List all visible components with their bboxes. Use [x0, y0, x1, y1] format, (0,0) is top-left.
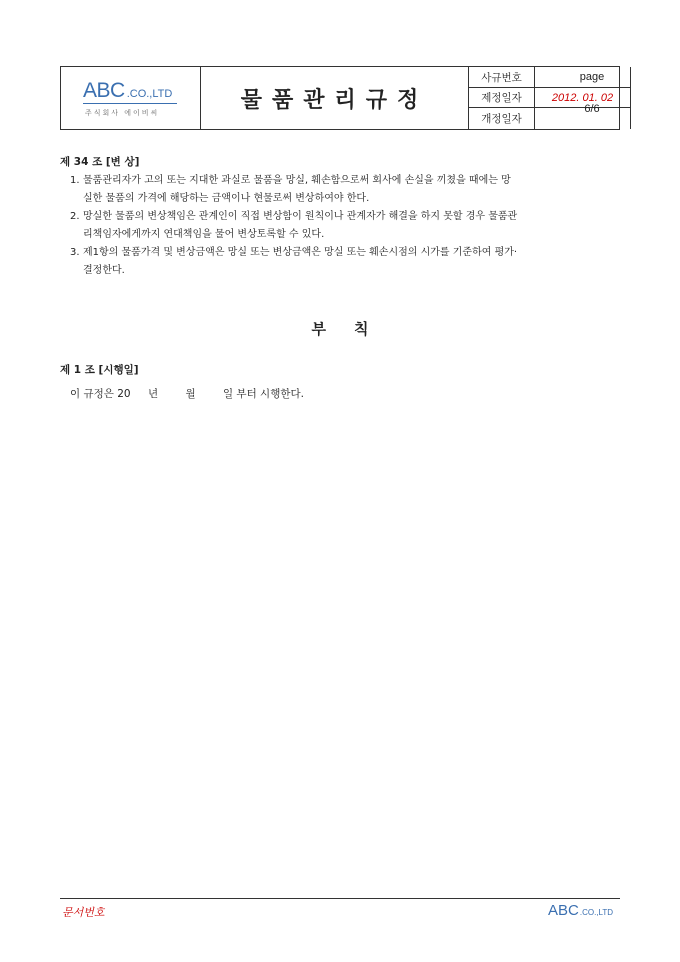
item-text: 물품관리자가 고의 또는 지대한 과실로 물품을 망실, 훼손함으로써 회사에 손실을 끼쳤을 때에는 망 실한 물품의 가격에 해당하는 금액이나 현물로써 변상하여야 한다.	[83, 175, 511, 204]
reg-no-label: 사규번호	[469, 67, 534, 88]
article-34-item-2	[70, 208, 622, 244]
page-column-right	[565, 67, 619, 129]
document-header	[60, 66, 620, 130]
article-34-item-3	[70, 244, 622, 280]
enact-date-label: 제정일자	[469, 88, 534, 108]
page-label: page	[565, 67, 619, 88]
page-number: 6/6	[584, 102, 600, 115]
item-number: 1.	[70, 175, 80, 186]
article-34-title: 제 34 조 [변 상]	[60, 156, 140, 168]
enact-date-value: 2012. 01. 02	[535, 88, 630, 108]
footer-logo: ABC.CO.,LTD	[548, 902, 614, 919]
document-title-cell	[201, 67, 469, 129]
item-text: 망실한 물품의 변상책임은 관계인이 직접 변상함이 원칙이나 관계자가 해결을 하지 못할 경우 물품관 리책임자에게까지 연대책임을 물어 변상토록할 수 있다.	[83, 211, 518, 240]
footer-doc-number-label: 문서번호	[62, 906, 105, 919]
document-title: 물품관리규정	[240, 87, 429, 113]
footer-divider	[60, 898, 620, 899]
item-number: 2.	[70, 211, 80, 222]
logo-subtitle: 주식회사 에이비씨	[85, 109, 160, 117]
company-logo	[61, 67, 201, 129]
enforcement-clause: 이 규정은 20 년 월 일 부터 시행한다.	[70, 388, 304, 400]
appendix-heading: 부칙	[311, 320, 397, 338]
article-34-item-1	[70, 172, 622, 208]
item-text: 제1항의 물품가격 및 변상금액은 망실 또는 변상금액은 망실 또는 훼손시점의 시가를 기준하여 평가· 결정한다.	[83, 247, 518, 276]
item-number: 3.	[70, 247, 80, 258]
header-label-column	[469, 67, 535, 129]
logo-underline	[83, 103, 177, 104]
logo-text: ABC .CO.,LTD	[83, 79, 173, 102]
article-1-title: 제 1 조 [시행일]	[60, 364, 139, 376]
revise-date-label: 개정일자	[481, 113, 522, 125]
